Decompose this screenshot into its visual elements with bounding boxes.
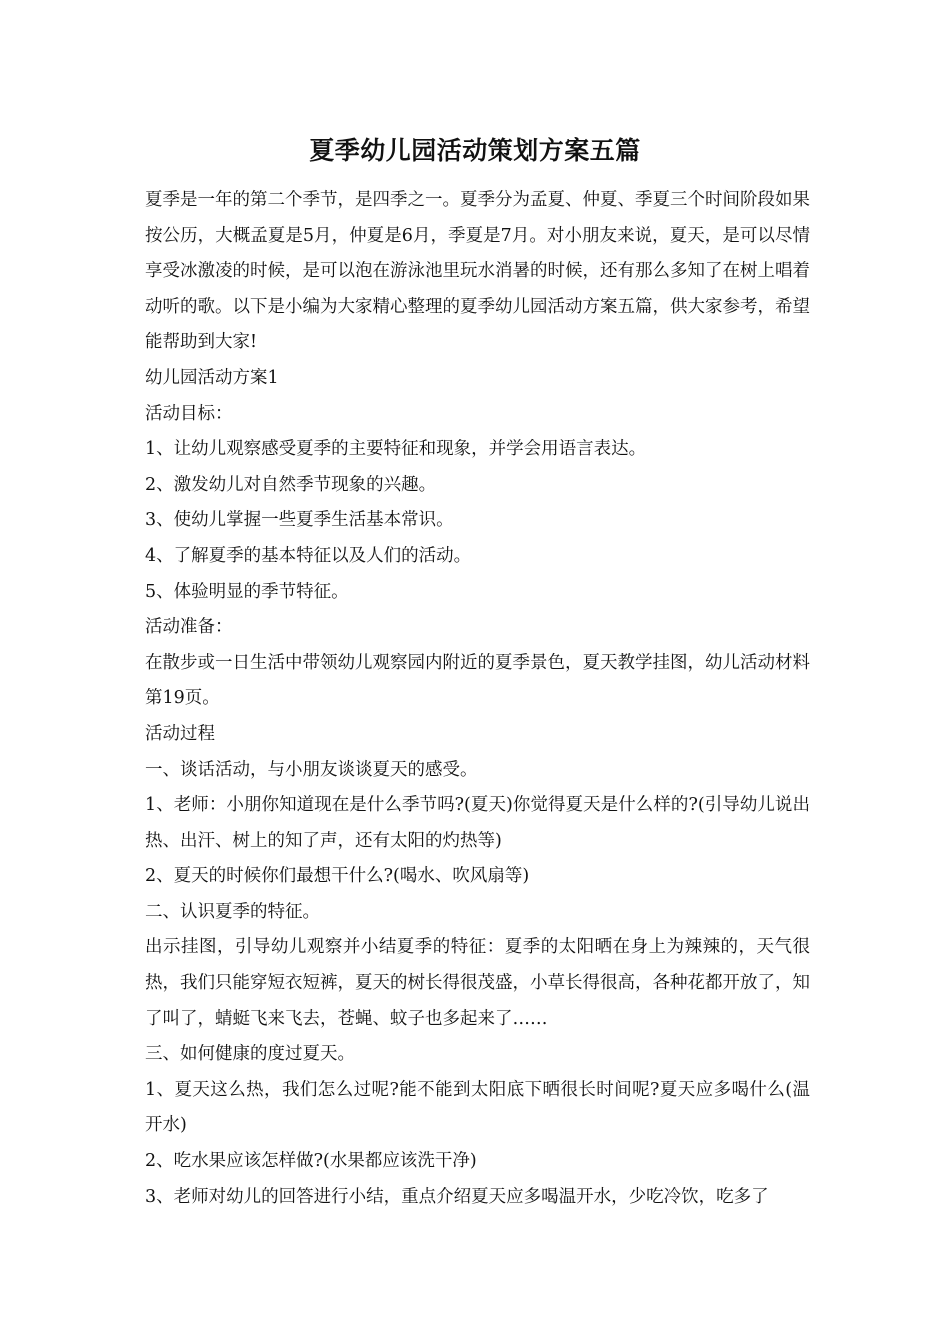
- preparation-paragraph: 在散步或一日生活中带领幼儿观察园内附近的夏季景色，夏天教学挂图，幼儿活动材料第19页。: [145, 652, 810, 709]
- goal-item: 2、激发幼儿对自然季节现象的兴趣。: [145, 474, 437, 495]
- subheading-process: 活动过程: [145, 723, 215, 744]
- document-body: [145, 183, 810, 1215]
- section-heading: 幼儿园活动方案1: [145, 367, 279, 388]
- subheading-goals: 活动目标：: [145, 403, 233, 424]
- process-step: 二、认识夏季的特征。: [145, 901, 320, 922]
- process-step: 1、老师：小朋你知道现在是什么季节吗?(夏天)你觉得夏天是什么样的?(引导幼儿说出热、出汗、树上的知了声，还有太阳的灼热等): [145, 795, 810, 851]
- process-step: 2、吃水果应该怎样做?(水果都应该洗干净): [145, 1151, 477, 1172]
- subheading-preparation: 活动准备：: [145, 617, 233, 638]
- intro-paragraph: 夏季是一年的第二个季节，是四季之一。夏季分为孟夏、仲夏、季夏三个时间阶段如果按公历，大概孟夏是5月，仲夏是6月，季夏是7月。对小朋友来说，夏天，是可以尽情享受冰激凌的时候，是可以泡在游泳池里玩水消暑的时候，还有那么多知了在树上唱着动听的歌。以下是小编为大家精心整理的夏季幼儿园活动方案五篇，供大家参考，希望能帮助到大家!: [145, 190, 810, 353]
- goal-item: 1、让幼儿观察感受夏季的主要特征和现象，并学会用语言表达。: [145, 439, 647, 460]
- goal-item: 5、体验明显的季节特征。: [145, 581, 349, 602]
- process-step: 出示挂图，引导幼儿观察并小结夏季的特征：夏季的太阳晒在身上为辣辣的，天气很热，我们只能穿短衣短裤，夏天的树长得很茂盛，小草长得很高，各种花都开放了，知了叫了，蜻蜓飞来飞去，苍蝇、蚊子也多起来了……: [145, 937, 810, 1029]
- goal-item: 3、使幼儿掌握一些夏季生活基本常识。: [145, 510, 454, 531]
- goal-item: 4、了解夏季的基本特征以及人们的活动。: [145, 545, 472, 566]
- process-step: 1、夏天这么热，我们怎么过呢?能不能到太阳底下晒很长时间呢?夏天应多喝什么(温开水): [145, 1079, 810, 1136]
- process-step: 3、老师对幼儿的回答进行小结，重点介绍夏天应多喝温开水，少吃冷饮，吃多了: [145, 1186, 769, 1207]
- process-step: 2、夏天的时候你们最想干什么?(喝水、吹风扇等): [145, 866, 530, 887]
- process-step: 三、如何健康的度过夏天。: [145, 1044, 355, 1065]
- document-title: 夏季幼儿园活动策划方案五篇: [309, 136, 641, 165]
- process-step: 一、谈话活动，与小朋友谈谈夏天的感受。: [145, 759, 478, 780]
